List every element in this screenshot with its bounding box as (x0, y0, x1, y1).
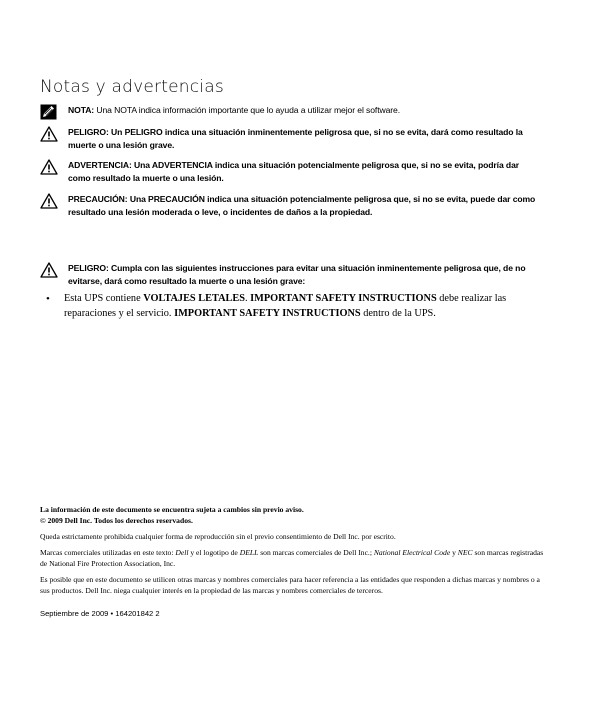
warning-triangle-icon (40, 262, 58, 278)
trademark-text: y el logotipo de (188, 548, 240, 557)
danger-notice (40, 126, 540, 152)
danger-instructions-label: PELIGRO: (68, 263, 109, 273)
caution-text (68, 193, 540, 219)
bullet-text-part: debe realizar las reparaciones y el servicio. (64, 293, 507, 319)
danger-label: PELIGRO: (68, 127, 109, 137)
bullet-text-part: dentro de la UPS. (360, 307, 436, 319)
warning-triangle-icon (40, 126, 58, 142)
danger-instructions-notice (40, 262, 540, 288)
bullet-text-part: . (244, 293, 251, 304)
page-title: Notas y advertencias (40, 77, 224, 97)
warning-body: Una ADVERTENCIA indica una situación potencialmente peligrosa que, si no se evita, podría dar como resultado la muerte o una lesión. (68, 160, 520, 183)
trademark-dell: Dell (175, 548, 189, 557)
warning-triangle-icon (40, 159, 58, 175)
trademark-text: y (450, 548, 458, 557)
note-body: Una NOTA indica información importante que lo ayuda a utilizar mejor el software. (94, 105, 401, 115)
danger-instructions-text (68, 262, 540, 288)
bullet-dot: • (46, 293, 50, 305)
third-party-notice: Es posible que en este documento se utilicen otras marcas y nombres comerciales para hacer referencia a las entidades que responden a dichas marcas y nombres o a sus productos. Dell Inc. niega cualquier interés en la propiedad de las marcas y nombres comerciales de terceros. (40, 575, 540, 595)
danger-text (68, 126, 540, 152)
note-label: NOTA: (68, 105, 95, 115)
note-notice (40, 104, 540, 120)
trademark-text: son marcas registradas de National Fire Protection Association, Inc. (40, 548, 544, 568)
copyright: © 2009 Dell Inc. Todos los derechos reservados. (40, 516, 193, 525)
danger-body: Un PELIGRO indica una situación inminentemente peligrosa que, si no se evita, dará como resultado la muerte o una lesión grave. (68, 127, 523, 150)
reproduction-notice: Queda estrictamente prohibida cualquier forma de reproducción sin el previo consentimiento de Dell Inc. por escrito. (40, 532, 396, 541)
bullet-text (64, 292, 546, 321)
trademark-text: Marcas comerciales utilizadas en este texto: (40, 548, 176, 557)
trademark-dell-logo: DELL (239, 548, 259, 557)
bullet-bold-lethal: VOLTAJES LETALES (143, 293, 245, 304)
caution-body: Una PRECAUCIÓN indica una situación potencialmente peligrosa que, si no se evita, puede dar como resultado una lesión moderada o leve, o incidentes de daños a la propiedad. (68, 194, 536, 217)
warning-label: ADVERTENCIA: (68, 160, 132, 170)
bullet-text-part: Esta UPS contiene (64, 293, 144, 304)
bullet-bold-safety: IMPORTANT SAFETY INSTRUCTIONS (174, 307, 361, 319)
legal-footer (40, 504, 550, 624)
warning-notice (40, 159, 540, 185)
bullet-bold-safety: IMPORTANT SAFETY INSTRUCTIONS (250, 293, 437, 304)
note-pencil-icon (40, 104, 58, 120)
trademark-notice (40, 547, 550, 569)
warning-text (68, 159, 540, 185)
caution-notice (40, 193, 540, 219)
trademark-nec-full: National Electrical Code (373, 548, 451, 557)
warning-triangle-icon (40, 193, 58, 209)
change-notice: La información de este documento se encuentra sujeta a cambios sin previo aviso. (40, 505, 304, 514)
publication-date: Septiembre de 2009 • 164201842 2 (40, 609, 160, 618)
trademark-text: son marcas comerciales de Dell Inc.; (258, 548, 374, 557)
trademark-nec: NEC (457, 548, 473, 557)
bullet-item (46, 292, 546, 321)
danger-instructions-body: Cumpla con las siguientes instrucciones para evitar una situación inminentemente peligrosa que, de no evitarse, dará como resultado la muerte o una lesión grave: (68, 263, 526, 286)
caution-label: PRECAUCIÓN: (68, 194, 128, 204)
note-text (68, 104, 400, 120)
